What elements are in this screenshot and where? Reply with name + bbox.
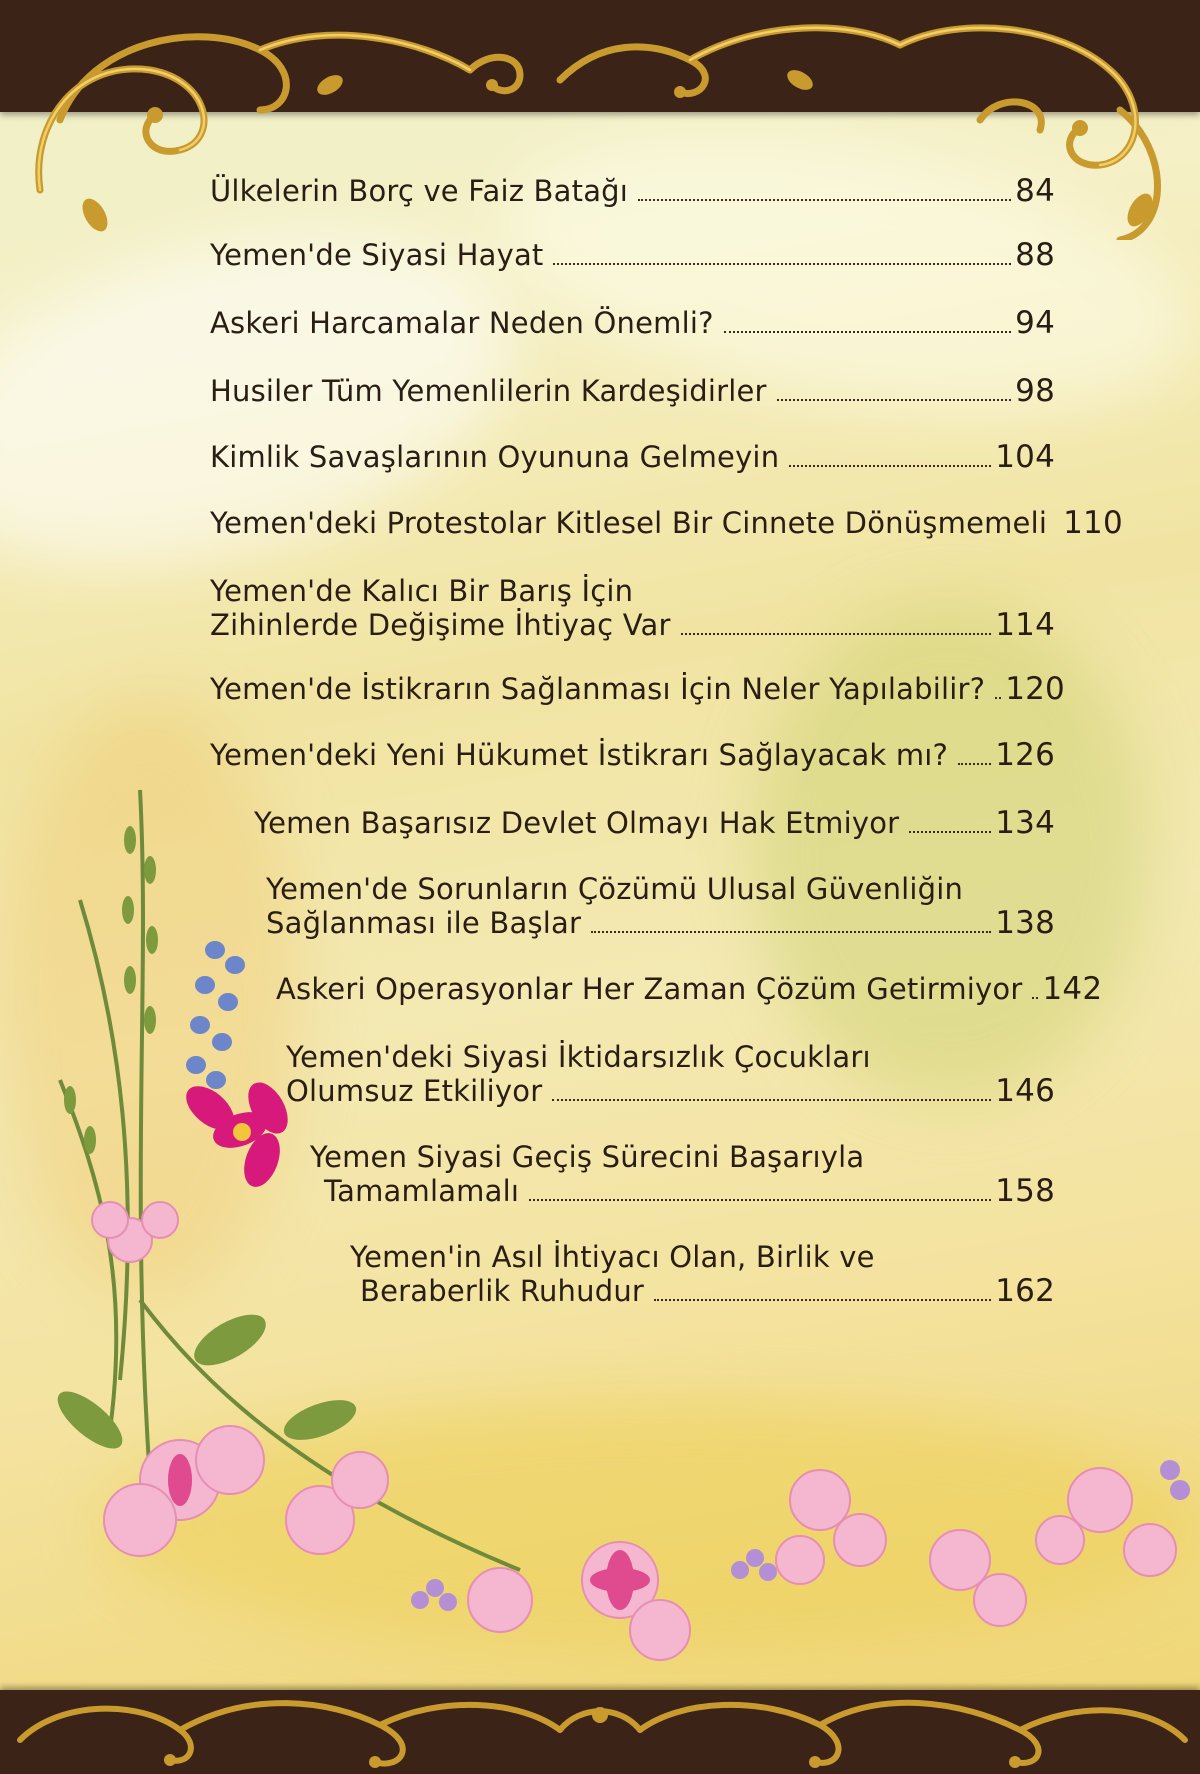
dot-leader (777, 399, 1011, 401)
toc-entry-title: Kimlik Savaşlarının Oyununa Gelmeyin (210, 440, 780, 474)
dot-leader (724, 331, 1011, 333)
toc-entry-title: Ülkelerin Borç ve Faiz Batağı (210, 174, 629, 208)
toc-entry-title-line: Yemen'de Sorunların Çözümü Ulusal Güvenliğin (266, 872, 964, 906)
dot-leader (958, 763, 991, 765)
toc-entry-page: 142 (1042, 971, 1103, 1007)
toc-entry-page: 138 (995, 905, 1055, 941)
toc-entry[interactable] (286, 1040, 1055, 1108)
toc-entry-title: Yemen'de İstikrarın Sağlanması İçin Neler Yapılabilir? (210, 672, 986, 706)
toc-entry-title: Askeri Harcamalar Neden Önemli? (210, 306, 714, 340)
toc-entry-title-line: Yemen'deki Siyasi İktidarsızlık Çocukları (286, 1040, 871, 1074)
dot-leader (789, 465, 991, 467)
toc-entry-page: 110 (1063, 505, 1123, 541)
toc-entry[interactable] (210, 574, 1055, 642)
toc-entry-title-line: Yemen'de Kalıcı Bir Barış İçin (210, 574, 634, 608)
toc-entry-title: Olumsuz Etkiliyor (286, 1074, 543, 1108)
toc-entry-page: 84 (1015, 173, 1055, 209)
dot-leader (553, 263, 1011, 265)
toc-entry[interactable] (210, 238, 1055, 272)
toc-entry-page: 134 (995, 805, 1055, 841)
toc-entry-page: 94 (1015, 305, 1055, 341)
toc-entry-page: 162 (995, 1273, 1055, 1309)
toc-entry[interactable] (210, 174, 1055, 208)
toc-entry[interactable] (210, 306, 1055, 340)
toc-entry-title: Sağlanması ile Başlar (266, 906, 582, 940)
toc-entry-page: 158 (995, 1173, 1055, 1209)
dot-leader (1032, 997, 1038, 999)
dot-leader (995, 697, 1001, 699)
toc-entry-title: Askeri Operasyonlar Her Zaman Çözüm Getirmiyor (276, 972, 1023, 1006)
toc-entry-page: 120 (1005, 671, 1065, 707)
toc-entry[interactable] (266, 872, 1055, 940)
dot-leader (654, 1299, 991, 1301)
toc-entry-page: 98 (1015, 373, 1055, 409)
dot-leader (681, 633, 992, 635)
dot-leader (529, 1199, 991, 1201)
toc-entry-title: Husiler Tüm Yemenlilerin Kardeşidirler (210, 374, 767, 408)
toc-entry-title: Yemen'deki Protestolar Kitlesel Bir Cinnete Dönüşmemeli (210, 506, 1048, 540)
toc-entry-title: Tamamlamalı (324, 1174, 520, 1208)
toc-entry[interactable] (210, 738, 1055, 772)
toc-entry-page: 146 (995, 1073, 1055, 1109)
toc-entry[interactable] (350, 1240, 1055, 1308)
toc-entry[interactable] (210, 440, 1055, 474)
toc-entry-page: 126 (995, 737, 1055, 773)
toc-entry-title: Yemen'de Siyasi Hayat (210, 238, 544, 272)
dot-leader (552, 1099, 991, 1101)
toc-entry-title: Yemen Başarısız Devlet Olmayı Hak Etmiyor (254, 806, 900, 840)
toc-entry[interactable] (210, 374, 1055, 408)
toc-entry-page: 88 (1015, 237, 1055, 273)
toc-entry[interactable] (210, 671, 1065, 707)
toc-entry[interactable] (310, 1140, 1055, 1208)
dot-leader (638, 199, 1011, 201)
toc-entry-title: Beraberlik Ruhudur (360, 1274, 645, 1308)
toc-entry-title-line: Yemen Siyasi Geçiş Sürecini Başarıyla (310, 1140, 865, 1174)
toc-entry-title: Zihinlerde Değişime İhtiyaç Var (210, 608, 671, 642)
toc-entry[interactable] (210, 505, 1123, 541)
toc-entry-title: Yemen'deki Yeni Hükumet İstikrarı Sağlayacak mı? (210, 738, 949, 772)
toc-entry[interactable] (276, 971, 1103, 1007)
toc-entry[interactable] (254, 806, 1055, 840)
dot-leader (591, 931, 991, 933)
dot-leader (909, 831, 991, 833)
toc-entry-page: 104 (995, 439, 1055, 475)
toc-entry-title-line: Yemen'in Asıl İhtiyacı Olan, Birlik ve (350, 1240, 875, 1274)
toc-entry-page: 114 (995, 607, 1055, 643)
